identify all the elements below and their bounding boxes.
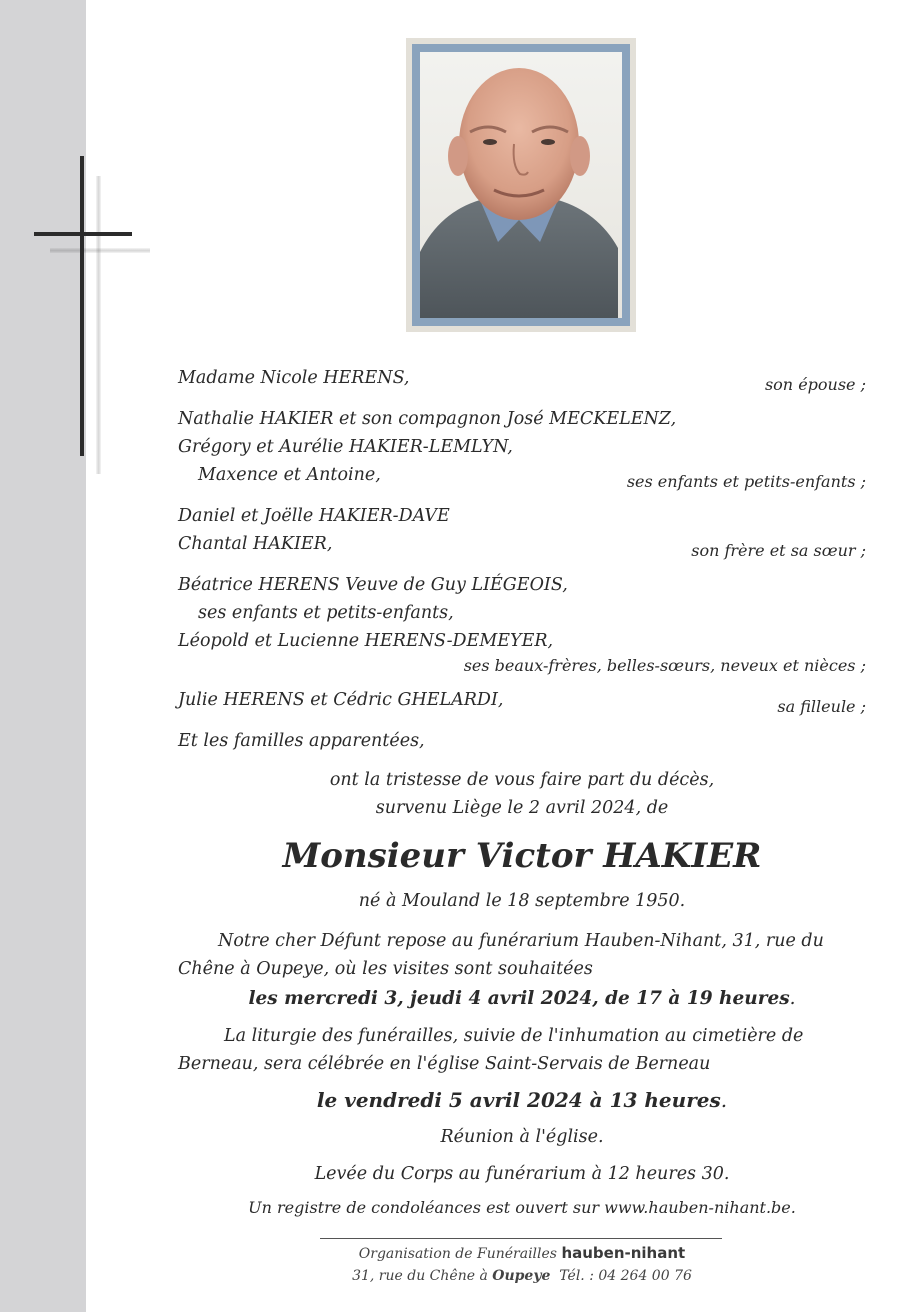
visitation-dates-text: les mercredi 3, jeudi 4 avril 2024, de 17 à 19 heures bbox=[248, 988, 790, 1009]
visitation-paragraph bbox=[178, 927, 868, 983]
cross-icon bbox=[34, 232, 132, 236]
portrait-frame bbox=[406, 38, 636, 332]
family-name-line: Daniel et Joëlle HAKIER-DAVE bbox=[178, 506, 450, 526]
funeral-line: La liturgie des funérailles, suivie de l'inhumation au cimetière de bbox=[224, 1026, 804, 1046]
register-note: Un registre de condoléances est ouvert sur www.hauben-nihant.be. bbox=[248, 1198, 796, 1217]
family-name-line: Maxence et Antoine, bbox=[198, 465, 381, 485]
relation-label: ses enfants et petits-enfants ; bbox=[626, 472, 866, 491]
family-name-line: Béatrice HERENS Veuve de Guy LIÉGEOIS, bbox=[178, 575, 568, 595]
deceased-name: Monsieur Victor HAKIER bbox=[282, 836, 762, 876]
funeral-date bbox=[178, 1085, 866, 1115]
portrait-photo bbox=[420, 52, 622, 318]
birth-info: né à Mouland le 18 septembre 1950. bbox=[358, 891, 686, 911]
visitation-line: Notre cher Défunt repose au funérarium Hauben-Nihant, 31, rue du bbox=[218, 931, 824, 951]
relation-label: son frère et sa sœur ; bbox=[691, 541, 866, 560]
levee-note: Levée du Corps au funérarium à 12 heures 30. bbox=[314, 1164, 730, 1184]
funeral-date-end: . bbox=[720, 1088, 728, 1112]
funeral-date-text: le vendredi 5 avril 2024 à 13 heures bbox=[316, 1088, 721, 1112]
family-name-line: Léopold et Lucienne HERENS-DEMEYER, bbox=[178, 631, 554, 651]
family-name-line: Chantal HAKIER, bbox=[178, 534, 333, 554]
footer-city: Oupeye bbox=[492, 1268, 551, 1284]
family-name-line: Grégory et Aurélie HAKIER-LEMLYN, bbox=[178, 437, 513, 457]
brand-logo: hauben-nihant bbox=[561, 1244, 686, 1262]
footer-phone: Tél. : 04 264 00 76 bbox=[559, 1268, 692, 1284]
family-name-line: Julie HERENS et Cédric GHELARDI, bbox=[178, 690, 504, 710]
family-name-line: Madame Nicole HERENS, bbox=[178, 368, 410, 388]
portrait-border bbox=[412, 44, 630, 326]
side-band bbox=[0, 0, 86, 1312]
funeral-line: Berneau, sera célébrée en l'église Saint-Servais de Berneau bbox=[178, 1054, 711, 1074]
relation-label: son épouse ; bbox=[764, 375, 866, 394]
funeral-paragraph bbox=[178, 1022, 868, 1078]
meeting-note: Réunion à l'église. bbox=[440, 1127, 604, 1147]
family-name-line: Et les familles apparentées, bbox=[178, 731, 425, 751]
family-name-line: ses enfants et petits-enfants, bbox=[198, 603, 454, 623]
cross-shadow bbox=[96, 176, 101, 474]
footer-address: 31, rue du Chêne à bbox=[352, 1268, 488, 1284]
announcement-line: ont la tristesse de vous faire part du décès, bbox=[329, 770, 715, 790]
visitation-dates-end: . bbox=[789, 988, 796, 1009]
relation-label: sa filleule ; bbox=[777, 697, 866, 716]
cross-icon bbox=[80, 156, 84, 456]
relation-label: ses beaux-frères, belles-sœurs, neveux et nièces ; bbox=[463, 656, 866, 675]
portrait-illustration bbox=[420, 52, 618, 318]
visitation-dates bbox=[178, 985, 866, 1013]
visitation-line: Chêne à Oupeye, où les visites sont souhaitées bbox=[178, 959, 593, 979]
footer-divider bbox=[320, 1238, 722, 1239]
footer-address-line bbox=[178, 1268, 866, 1284]
family-name-line: Nathalie HAKIER et son compagnon José MECKELENZ, bbox=[178, 409, 677, 429]
announcement-line: survenu Liège le 2 avril 2024, de bbox=[375, 798, 669, 818]
cross-shadow bbox=[50, 248, 150, 253]
footer-org-line bbox=[178, 1244, 866, 1262]
footer-org-label: Organisation de Funérailles bbox=[358, 1246, 557, 1262]
